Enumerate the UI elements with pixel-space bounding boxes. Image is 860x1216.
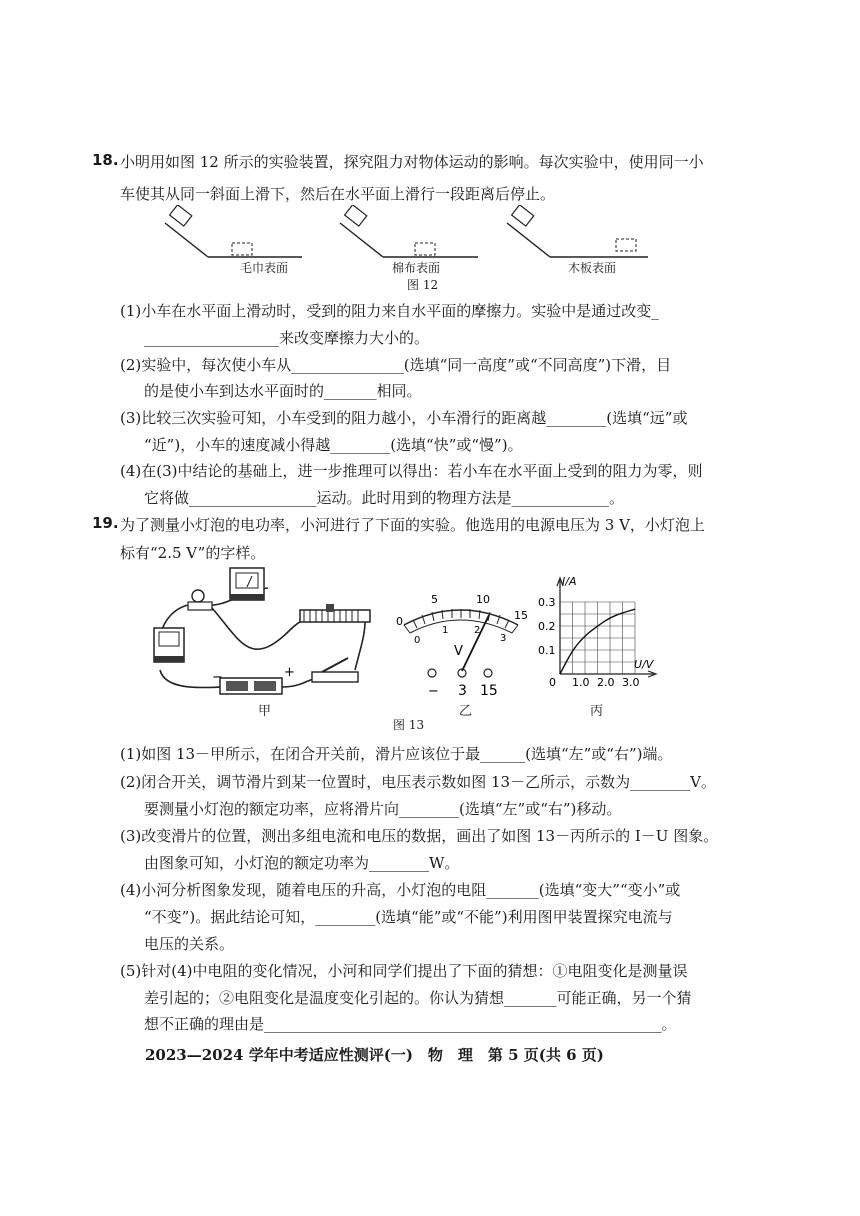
part-3-line: 由图象可知，小灯泡的额定功率为________W。 [144, 854, 460, 872]
ramp-setup-wood [507, 205, 648, 257]
battery-minus-label: − [212, 670, 223, 685]
top-scale-15: 15 [514, 609, 528, 622]
intro-line: 标有“2.5 V”的字样。 [120, 544, 266, 562]
figure-label-b: 乙 [459, 704, 473, 719]
ramp-setup-cotton [340, 205, 478, 257]
terminal-label-15: 15 [480, 683, 498, 699]
part-1-line: __________________来改变摩擦力大小的。 [144, 329, 430, 347]
switch-icon [312, 658, 358, 682]
circuit-diagram [150, 560, 380, 700]
dial-ticks [404, 609, 518, 633]
question-number: 19. [92, 514, 119, 532]
part-1-line: (1)如图 13－甲所示，在闭合开关前，滑片应该位于最______(选填“左”或“右”)端。 [120, 745, 673, 763]
ammeter-icon [230, 568, 264, 600]
bottom-scale-2: 2 [474, 625, 481, 636]
y-tick-label: 0.3 [538, 596, 556, 609]
y-tick-label: 0.1 [538, 644, 556, 657]
terminal-label-minus: − [428, 684, 439, 699]
x-tick-label: 2.0 [597, 676, 615, 689]
cart-stop-position [232, 243, 252, 255]
bottom-scale-1: 1 [442, 625, 449, 636]
battery-plus-label: + [284, 665, 295, 680]
top-scale-5: 5 [431, 593, 438, 606]
voltmeter-icon [154, 628, 184, 662]
surface-label-wood: 木板表面 [568, 261, 617, 275]
part-5-line: 差引起的；②电阻变化是温度变化引起的。你认为猜想_______可能正确，另一个猜 [144, 989, 692, 1007]
cart-icon [170, 205, 192, 226]
figure-label-a: 甲 [258, 704, 272, 719]
part-2-line: (2)闭合开关，调节滑片到某一位置时，电压表示数如图 13－乙所示，示数为________V。 [120, 773, 716, 791]
terminal-15-icon [484, 669, 492, 677]
intro-line: 车使其从同一斜面上滑下，然后在水平面上滑行一段距离后停止。 [120, 185, 556, 203]
dial-needle [462, 615, 489, 671]
cart-stop-position [616, 239, 636, 251]
question-intro [120, 514, 720, 562]
graph-origin: 0 [549, 676, 556, 689]
terminal-minus-icon [428, 669, 436, 677]
part-4-line: “不变”)。据此结论可知，________(选填“能”或“不能”)利用图甲装置探究电流与 [144, 908, 673, 926]
figure-caption: 图 12 [407, 278, 439, 292]
intro-line: 小明用如图 12 所示的实验装置，探究阻力对物体运动的影响。每次实验中，使用同一小 [120, 153, 704, 171]
top-scale-0: 0 [396, 615, 403, 628]
battery-icon [220, 678, 282, 694]
ramp-setup-towel [165, 205, 302, 257]
part-4-line: (4)在(3)中结论的基础上，进一步推理可以得出：若小车在水平面上受到的阻力为零，则 [120, 462, 703, 480]
bottom-scale-0: 0 [414, 635, 421, 646]
page-footer: 2023—2024 学年中考适应性测评(一) 物 理 第 5 页(共 6 页) [145, 1046, 604, 1064]
light-bulb-icon [188, 590, 212, 610]
y-tick-label: 0.2 [538, 620, 556, 633]
question-parts [120, 743, 720, 1033]
terminal-label-3: 3 [458, 683, 467, 699]
part-3-line: “近”)，小车的速度减小得越________(选填“快”或“慢”)。 [144, 436, 523, 454]
cart-icon [345, 205, 367, 226]
y-axis-label: I/A [562, 575, 577, 588]
figure-label-c: 丙 [590, 704, 604, 719]
x-axis-label: U/V [634, 658, 654, 671]
part-2-line: (2)实验中，每次使小车从_______________(选填“同一高度”或“不同高度”)下滑，目 [120, 356, 672, 374]
cart-stop-position [415, 243, 435, 255]
question-intro [120, 151, 720, 203]
intro-line: 为了测量小灯泡的电功率，小河进行了下面的实验。他选用的电源电压为 3 V，小灯泡上 [120, 516, 705, 534]
x-tick-label: 1.0 [572, 676, 590, 689]
question-parts [120, 300, 720, 510]
part-4-line: 电压的关系。 [144, 935, 235, 953]
part-5-line: (5)针对(4)中电阻的变化情况，小河和同学们提出了下面的猜想：①电阻变化是测量误 [120, 962, 688, 980]
question-number: 18. [92, 151, 119, 169]
part-4-line: (4)小河分析图象发现，随着电压的升高，小灯泡的电阻_______(选填“变大”“变小”或 [120, 881, 681, 899]
part-4-line: 它将做_________________运动。此时用到的物理方法是_____________。 [144, 489, 625, 507]
figure-caption: 图 13 [393, 718, 425, 732]
dial-unit: V [454, 644, 463, 659]
surface-label-towel: 毛巾表面 [240, 261, 289, 275]
part-3-line: (3)比较三次实验可知，小车受到的阻力越小，小车滑行的距离越________(选填“远”或 [120, 409, 688, 427]
surface-label-cotton: 棉布表面 [392, 261, 441, 275]
part-5-line: 想不正确的理由是_____________________________________________________。 [144, 1015, 677, 1033]
part-2-line: 要测量小灯泡的额定功率，应将滑片向________(选填“左”或“右”)移动。 [144, 800, 622, 818]
iu-graph [530, 572, 670, 692]
part-3-line: (3)改变滑片的位置，测出多组电流和电压的数据，画出了如图 13－丙所示的 I－U 图象。 [120, 827, 719, 845]
voltmeter-dial [390, 585, 535, 700]
rheostat-icon [300, 604, 370, 622]
part-2-line: 的是使小车到达水平面时的_______相同。 [144, 382, 422, 400]
bottom-scale-3: 3 [500, 633, 507, 644]
cart-icon [512, 205, 534, 226]
part-1-line: (1)小车在水平面上滑动时，受到的阻力来自水平面的摩擦力。实验中是通过改变_ [120, 302, 659, 320]
top-scale-10: 10 [476, 593, 490, 606]
x-tick-label: 3.0 [622, 676, 640, 689]
